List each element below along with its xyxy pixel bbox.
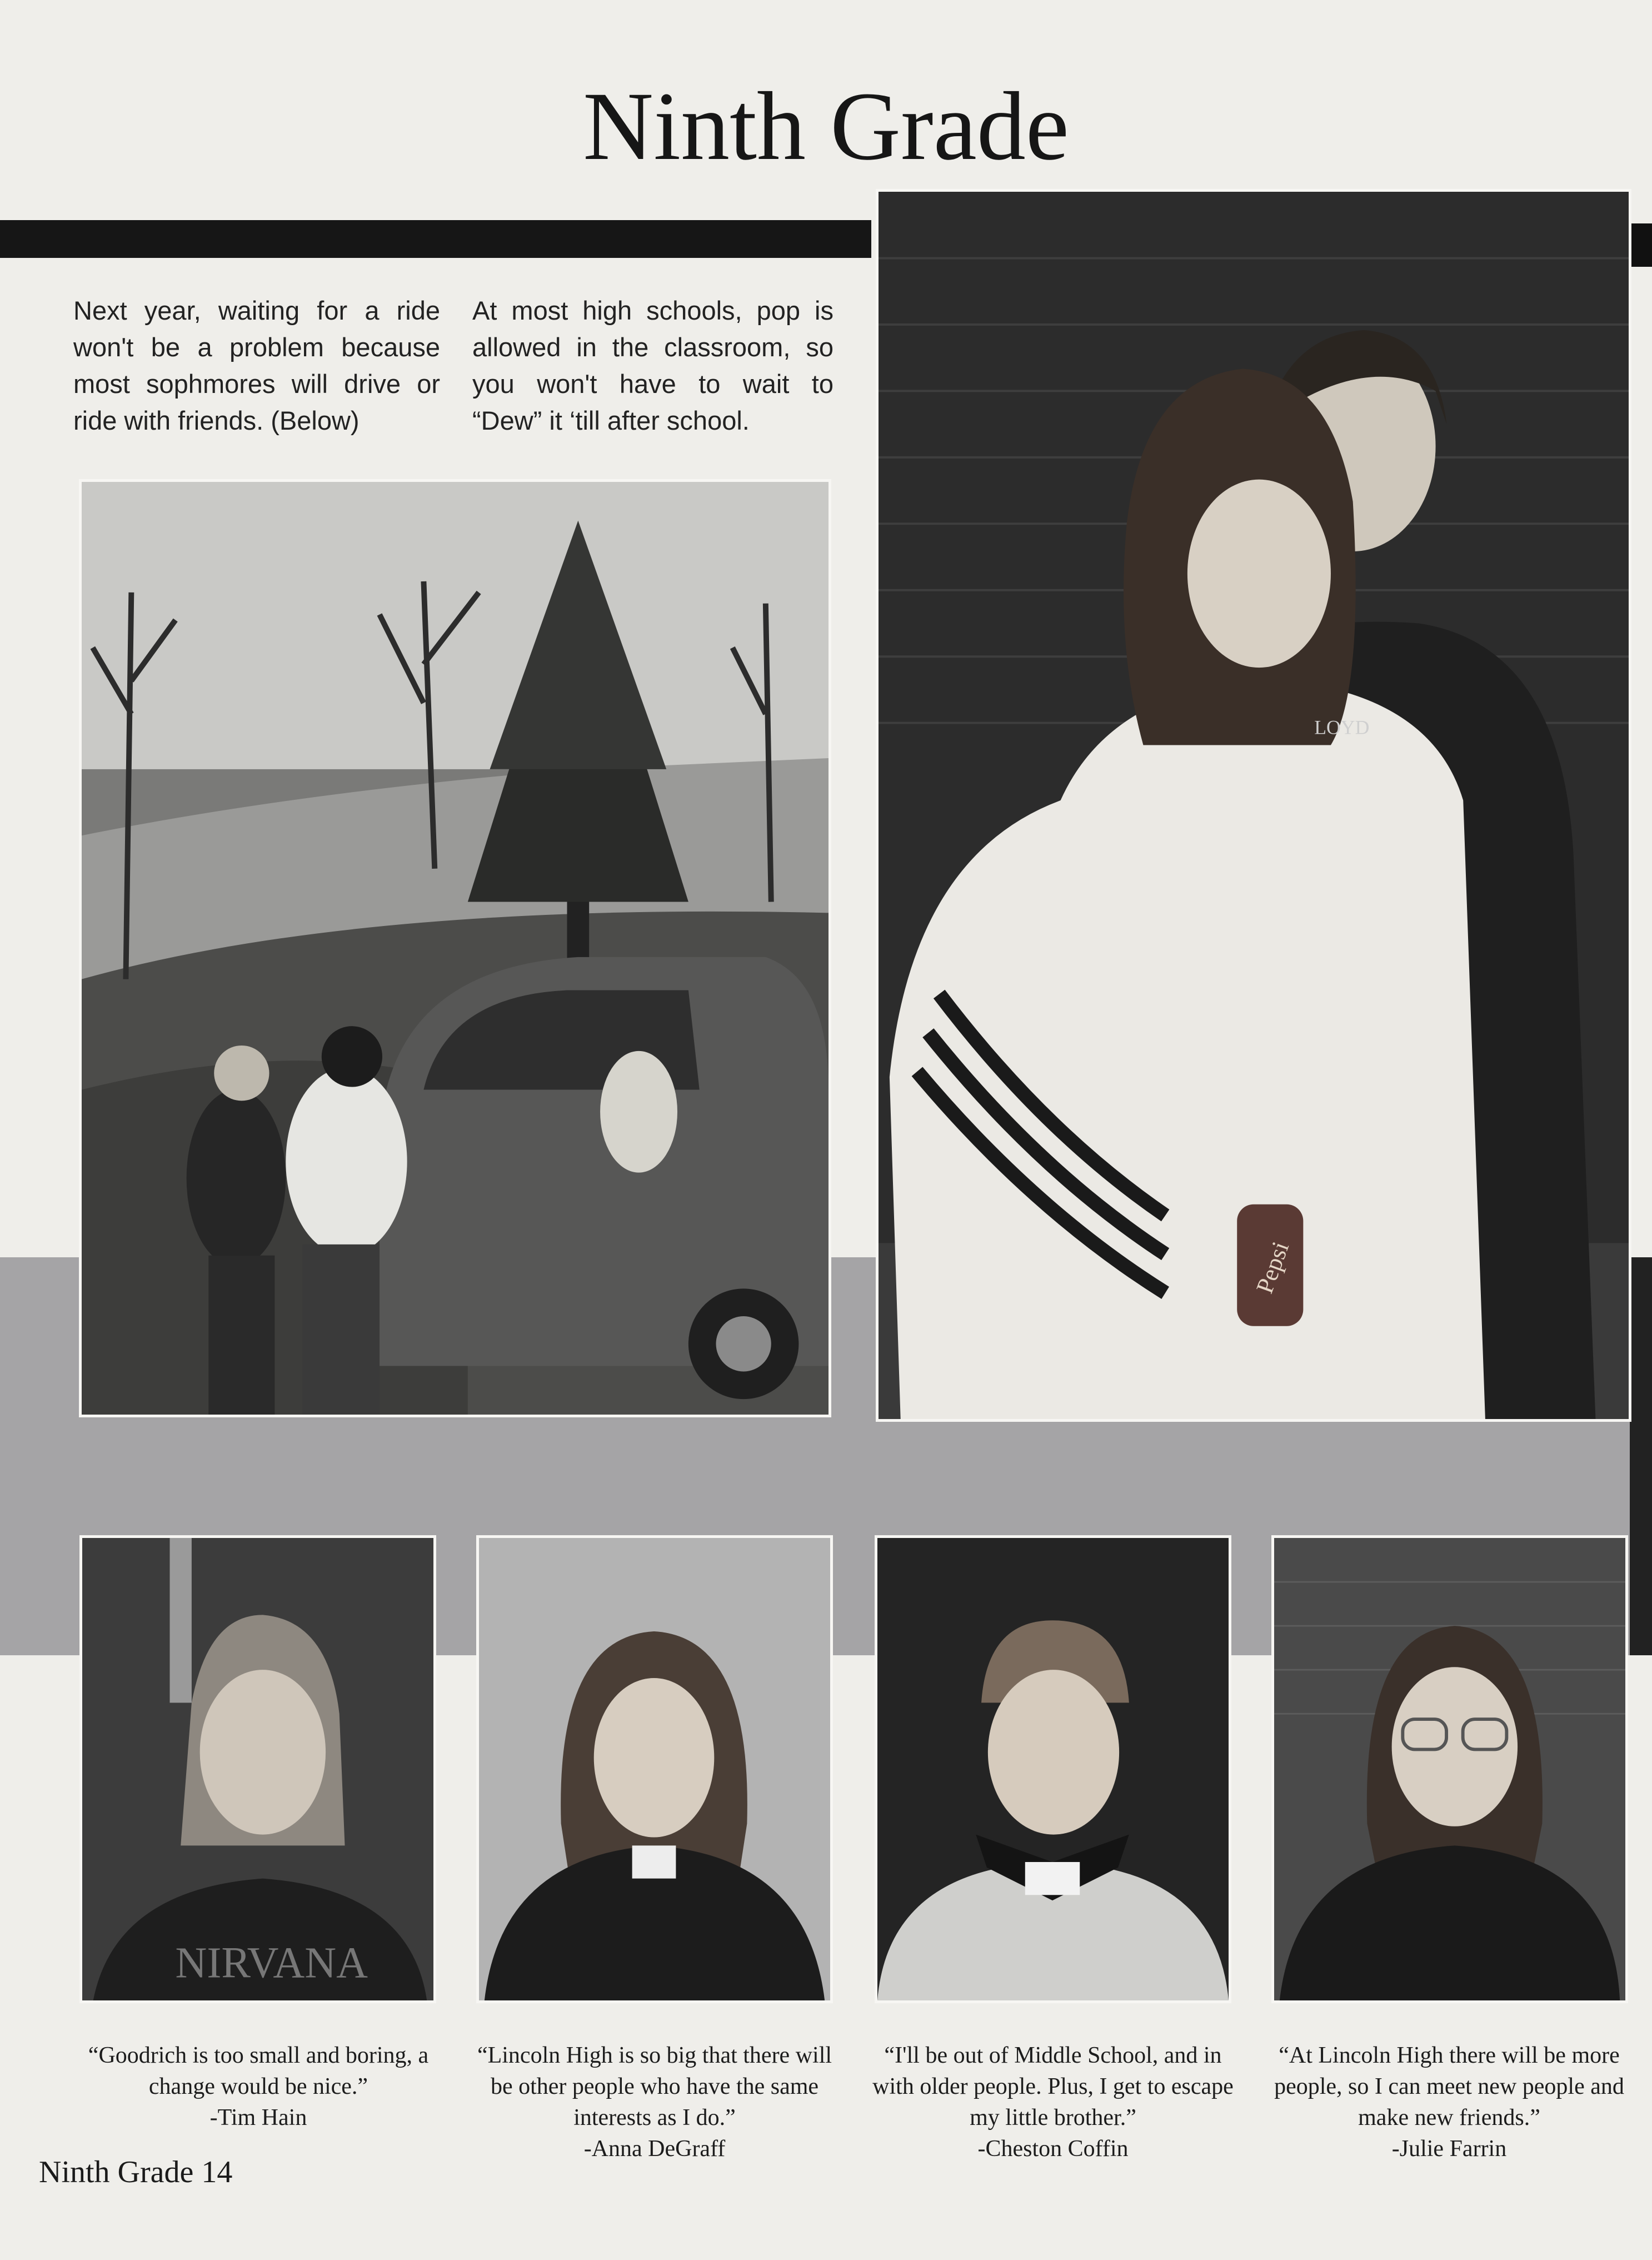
car-scene-image: [82, 482, 829, 1415]
pop-scene-image: [879, 192, 1629, 1419]
quote-author: -Julie Farrin: [1391, 2136, 1507, 2162]
can-lettering: Pepsi: [1251, 1238, 1295, 1297]
portrait-julie: [1271, 1535, 1628, 2003]
portrait-anna-image: [479, 1538, 830, 2000]
portrait-julie-image: [1274, 1538, 1625, 2000]
quote-cheston: [868, 2040, 1238, 2164]
quote-author: -Tim Hain: [209, 2105, 307, 2130]
photo-pop: [876, 189, 1631, 1422]
header-bar: [0, 220, 871, 258]
quote-text: “Goodrich is too small and boring, a change would be nice.”: [88, 2043, 429, 2099]
page-title: Ninth Grade: [583, 72, 1069, 181]
portrait-tim: [79, 1535, 436, 2003]
quote-author: -Anna DeGraff: [583, 2136, 726, 2162]
edge-shadow: [1630, 1257, 1652, 1655]
portrait-cheston: [875, 1535, 1231, 2003]
shirt-lettering: LOYD: [1314, 716, 1370, 739]
quote-anna: [470, 2040, 840, 2164]
quote-tim: [67, 2040, 450, 2133]
nirvana-lettering: NIRVANA: [175, 1939, 368, 1988]
page-folio: Ninth Grade 14: [39, 2155, 233, 2189]
caption-ride: Next year, waiting for a ride won't be a problem because most sophmores will drive or ride with friends. (Below): [73, 296, 440, 435]
quote-text: “At Lincoln High there will be more people, so I can meet new people and make new friends.”: [1274, 2043, 1624, 2130]
photo-car: [79, 479, 831, 1417]
portrait-cheston-image: [877, 1538, 1229, 2000]
caption-pop: At most high schools, pop is allowed in the classroom, so you won't have to wait to “Dew” it ‘till after school.: [472, 296, 834, 435]
quote-text: “I'll be out of Middle School, and in with older people. Plus, I get to escape my little brother.”: [872, 2043, 1234, 2130]
portrait-anna: [476, 1535, 833, 2003]
quote-text: “Lincoln High is so big that there will be other people who have the same interests as I do.”: [477, 2043, 832, 2130]
portrait-tim-image: [82, 1538, 433, 2000]
quote-author: -Cheston Coffin: [977, 2136, 1129, 2162]
quote-julie: [1266, 2040, 1633, 2164]
